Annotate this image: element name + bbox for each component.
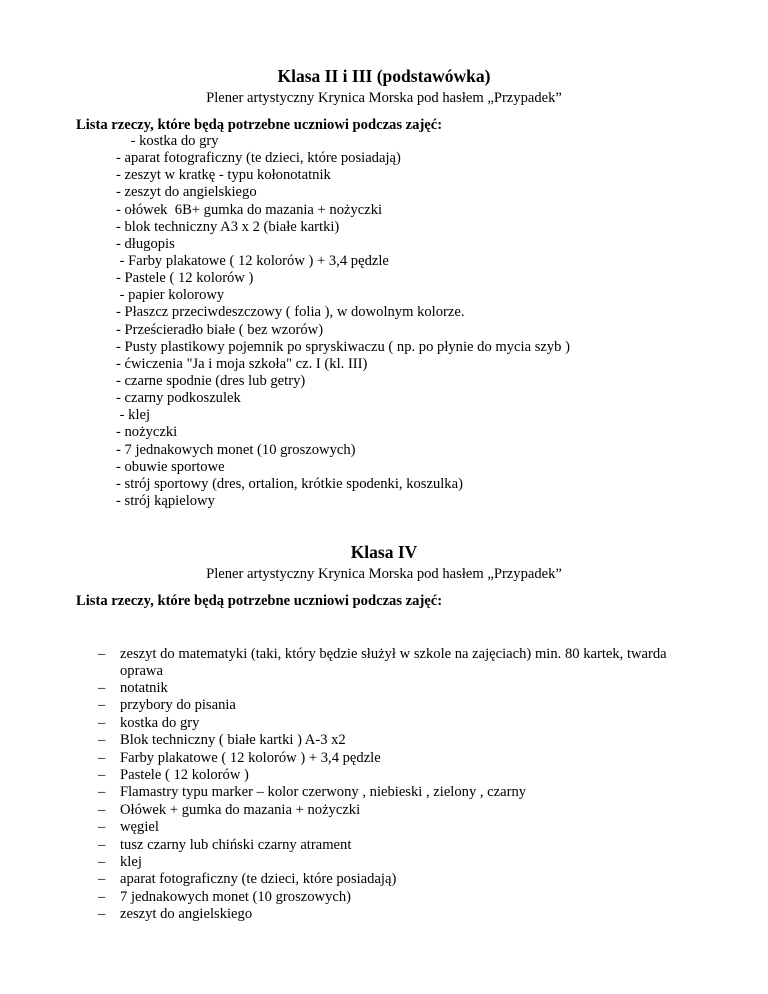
list-item bbox=[98, 854, 698, 871]
list-item: - czarny podkoszulek bbox=[116, 390, 241, 407]
list-item bbox=[98, 819, 698, 836]
list-item: - zeszyt do angielskiego bbox=[116, 184, 257, 201]
section2-title: Klasa IV bbox=[350, 542, 418, 562]
dash-bullet-icon: – bbox=[98, 646, 106, 662]
dash-bullet-icon: – bbox=[98, 888, 106, 905]
list-item-label: Ołówek + gumka do mazania + nożyczki bbox=[120, 801, 361, 818]
list-item: - strój sportowy (dres, ortalion, krótkie spodenki, koszulka) bbox=[116, 475, 463, 492]
list-item: - blok techniczny A3 x 2 (białe kartki) bbox=[116, 218, 340, 235]
list-item-label: tusz czarny lub chiński czarny atrament bbox=[120, 836, 352, 853]
dash-bullet-icon: – bbox=[98, 819, 106, 836]
list-item-label: zeszyt do matematyki (taki, który będzie służył w szkole na zajęciach) min. 80 kartek, twarda oprawa bbox=[120, 646, 667, 679]
list-item bbox=[98, 906, 698, 923]
list-item: - obuwie sportowe bbox=[116, 458, 225, 475]
dash-bullet-icon: – bbox=[98, 853, 106, 870]
list-item: - zeszyt w kratkę - typu kołonotatnik bbox=[116, 167, 331, 184]
list-item-label: notatnik bbox=[120, 680, 168, 696]
section2-list bbox=[98, 646, 698, 923]
dash-bullet-icon: – bbox=[98, 749, 106, 766]
dash-bullet-icon: – bbox=[98, 766, 106, 783]
list-item bbox=[98, 837, 698, 854]
list-item bbox=[98, 802, 698, 819]
list-item: - papier kolorowy bbox=[116, 287, 225, 304]
list-item: - Pastele ( 12 kolorów ) bbox=[116, 270, 254, 287]
section1-title: Klasa II i III (podstawówka) bbox=[277, 66, 491, 86]
list-item-label: Farby plakatowe ( 12 kolorów ) + 3,4 pędzle bbox=[120, 749, 381, 766]
list-item: - Pusty plastikowy pojemnik po spryskiwaczu ( np. po płynie do mycia szyb ) bbox=[116, 338, 570, 355]
list-item: - Płaszcz przeciwdeszczowy ( folia ), w dowolnym kolorze. bbox=[116, 304, 465, 321]
list-item: - strój kąpielowy bbox=[116, 492, 215, 509]
list-item: - 7 jednakowych monet (10 groszowych) bbox=[116, 441, 356, 458]
dash-bullet-icon: – bbox=[98, 732, 106, 749]
list-item: - aparat fotograficzny (te dzieci, które posiadają) bbox=[116, 150, 401, 167]
section1-intro: Lista rzeczy, które będą potrzebne uczniowi podczas zajęć: bbox=[76, 117, 443, 133]
list-item bbox=[98, 871, 698, 888]
list-item: - ołówek 6B+ gumka do mazania + nożyczki bbox=[116, 201, 383, 218]
dash-bullet-icon: – bbox=[98, 714, 106, 731]
dash-bullet-icon: – bbox=[98, 801, 106, 818]
list-item: - kostka do gry bbox=[116, 133, 219, 149]
list-item: - ćwiczenia "Ja i moja szkoła" cz. I (kl. III) bbox=[116, 355, 368, 372]
list-item bbox=[98, 732, 698, 749]
list-item-label: zeszyt do angielskiego bbox=[120, 906, 253, 923]
list-item-label: 7 jednakowych monet (10 groszowych) bbox=[120, 888, 352, 905]
list-item-label: klej bbox=[120, 853, 142, 870]
dash-bullet-icon: – bbox=[98, 680, 106, 696]
list-item: - czarne spodnie (dres lub getry) bbox=[116, 372, 306, 389]
list-item-label: Pastele ( 12 kolorów ) bbox=[120, 766, 249, 783]
dash-bullet-icon: – bbox=[98, 871, 106, 888]
section2-subtitle: Plener artystyczny Krynica Morska pod hasłem „Przypadek” bbox=[206, 566, 562, 582]
list-item bbox=[98, 646, 698, 680]
list-item bbox=[98, 767, 698, 784]
list-item-label: aparat fotograficzny (te dzieci, które posiadają) bbox=[120, 871, 397, 888]
list-item: - klej bbox=[116, 407, 151, 424]
section1-subtitle: Plener artystyczny Krynica Morska pod hasłem „Przypadek” bbox=[206, 90, 562, 106]
list-item: - Farby plakatowe ( 12 kolorów ) + 3,4 pędzle bbox=[116, 252, 389, 269]
list-item: - nożyczki bbox=[116, 424, 178, 441]
list-item bbox=[98, 715, 698, 732]
list-item-label: Blok techniczny ( białe kartki ) A-3 x2 bbox=[120, 732, 346, 749]
dash-bullet-icon: – bbox=[98, 836, 106, 853]
list-item-label: przybory do pisania bbox=[120, 697, 236, 714]
dash-bullet-icon: – bbox=[98, 784, 106, 801]
list-item: - Prześcieradło białe ( bez wzorów) bbox=[116, 321, 324, 338]
list-item bbox=[98, 750, 698, 767]
list-item-label: węgiel bbox=[120, 819, 159, 836]
list-item bbox=[98, 680, 698, 697]
section2-intro: Lista rzeczy, które będą potrzebne uczniowi podczas zajęć: bbox=[76, 593, 443, 609]
dash-bullet-icon: – bbox=[98, 697, 106, 714]
list-item bbox=[98, 697, 698, 714]
list-item bbox=[98, 889, 698, 906]
list-item-label: kostka do gry bbox=[120, 714, 200, 731]
list-item-label: Flamastry typu marker – kolor czerwony , niebieski , zielony , czarny bbox=[120, 784, 527, 801]
list-item: - długopis bbox=[116, 235, 175, 252]
section1-list bbox=[116, 133, 570, 510]
list-item bbox=[98, 784, 698, 801]
dash-bullet-icon: – bbox=[98, 906, 106, 923]
